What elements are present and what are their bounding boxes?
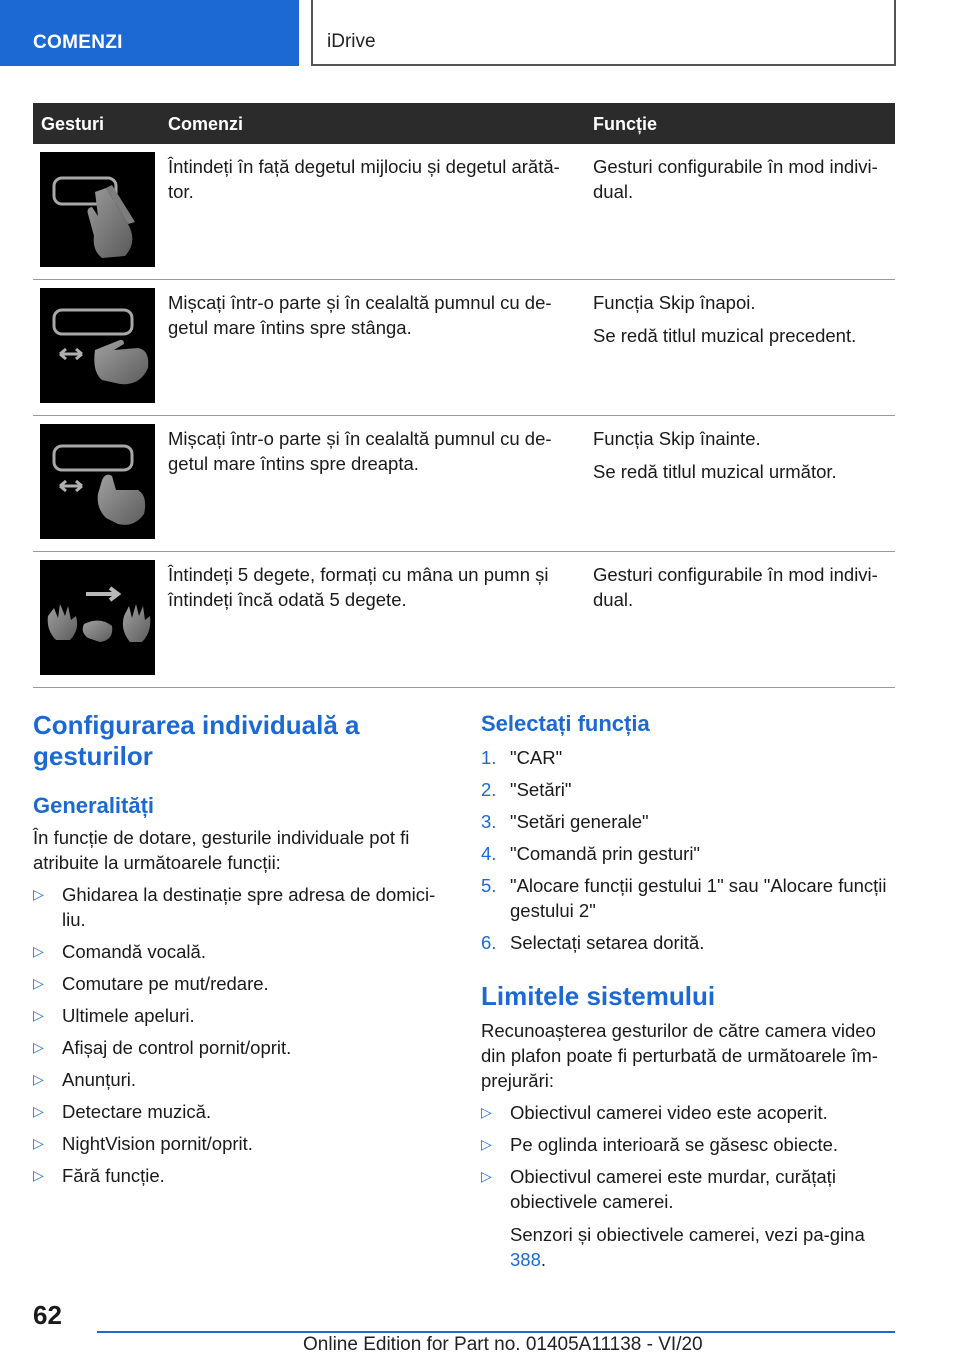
list-item: [33, 1067, 448, 1092]
list-item-text: Obiectivul camerei video este acoperit.: [510, 1102, 828, 1123]
step-item: [481, 809, 895, 834]
chapter-tab: [311, 0, 896, 66]
step-item: [481, 745, 895, 770]
bullet-triangle-icon: ▷: [481, 1168, 492, 1184]
function-text: [593, 290, 893, 348]
command-text: Mișcați într-o parte și în cealaltă pumnul cu de-getul mare întins spre stânga.: [168, 292, 552, 338]
list-item-text: Obiectivul camerei este murdar, curățați obiectivele camerei.: [510, 1166, 836, 1212]
command-text: Întindeți în față degetul mijlociu și degetul arătă-tor.: [168, 156, 560, 202]
step-number: 1.: [481, 747, 497, 768]
list-item-text: Pe oglinda interioară se găsesc obiecte.: [510, 1134, 839, 1155]
note-text: Senzori și obiectivele camerei, vezi pa-gina: [510, 1224, 865, 1245]
list-item-text: Afișaj de control pornit/oprit.: [62, 1037, 292, 1058]
command-text: Mișcați într-o parte și în cealaltă pumnul cu de-getul mare întins spre dreapta.: [168, 428, 552, 474]
column-header-commands: Comenzi: [168, 114, 244, 134]
step-text: "Setări": [510, 779, 572, 800]
list-item: [33, 939, 448, 964]
list-item: [33, 1099, 448, 1124]
table-row: [33, 552, 895, 688]
step-number: 2.: [481, 779, 497, 800]
steps-list: [481, 745, 895, 955]
step-number: 4.: [481, 843, 497, 864]
section-title: COMENZI: [33, 32, 123, 53]
table-row: [33, 416, 895, 552]
thumb-right-swipe-gesture-icon: [40, 424, 155, 539]
step-text: "CAR": [510, 747, 563, 768]
function-line: Gesturi configurabile în mod indivi-dual.: [593, 564, 878, 610]
list-item-text: Comutare pe mut/redare.: [62, 973, 269, 994]
list-item: [33, 1131, 448, 1156]
limits-intro: Recunoașterea gesturilor de către camera video din plafon poate fi perturbată de următoarele îm-prejurări:: [481, 1020, 878, 1091]
bullet-triangle-icon: ▷: [33, 886, 44, 902]
function-line: Se redă titlul muzical următor.: [593, 461, 837, 482]
step-item: [481, 777, 895, 802]
limits-heading: Limitele sistemului: [481, 981, 716, 1011]
step-number: 5.: [481, 875, 497, 896]
bullet-triangle-icon: ▷: [33, 1167, 44, 1183]
table-header: [33, 103, 895, 144]
step-item: [481, 930, 895, 955]
step-text: "Comandă prin gesturi": [510, 843, 701, 864]
thumb-left-swipe-gesture-icon: [40, 288, 155, 403]
subsection-heading: Generalități: [33, 793, 155, 818]
bullet-triangle-icon: ▷: [481, 1104, 492, 1120]
list-item-text: Ghidarea la destinație spre adresa de domici-liu.: [62, 884, 436, 930]
step-number: 6.: [481, 932, 497, 953]
bullet-triangle-icon: ▷: [481, 1136, 492, 1152]
cross-reference-note: [481, 1222, 895, 1272]
chapter-title: iDrive: [327, 31, 376, 52]
function-line: Funcția Skip înapoi.: [593, 292, 756, 313]
step-item: [481, 841, 895, 866]
list-item: [33, 971, 448, 996]
command-text: Întindeți 5 degete, formați cu mâna un pumn și întindeți încă odată 5 degete.: [168, 564, 549, 610]
list-item: [481, 1132, 895, 1157]
bullet-triangle-icon: ▷: [33, 943, 44, 959]
column-header-gestures: Gesturi: [41, 114, 105, 134]
column-header-function: Funcție: [593, 114, 658, 134]
step-text: Selectați setarea dorită.: [510, 932, 705, 953]
function-text: [593, 562, 893, 612]
list-item-text: NightVision pornit/oprit.: [62, 1133, 253, 1154]
bullet-triangle-icon: ▷: [33, 1007, 44, 1023]
list-item-text: Anunțuri.: [62, 1069, 137, 1090]
list-item: [33, 1163, 448, 1188]
function-list: [33, 882, 448, 1188]
edition-footer: Online Edition for Part no. 01405A11138 - VI/20: [303, 1334, 703, 1355]
function-text: [593, 154, 893, 204]
step-number: 3.: [481, 811, 497, 832]
step-text: "Alocare funcții gestului 1" sau "Alocare funcții gestului 2": [510, 875, 887, 921]
right-column: [481, 710, 895, 1272]
page-number: 62: [33, 1300, 62, 1330]
list-item: [33, 1003, 448, 1028]
list-item: [33, 882, 448, 932]
select-function-heading: Selectați funcția: [481, 711, 650, 736]
section-tab: [0, 0, 299, 66]
step-item: [481, 873, 895, 923]
step-text: "Setări generale": [510, 811, 649, 832]
list-item: [481, 1100, 895, 1125]
bullet-triangle-icon: ▷: [33, 975, 44, 991]
list-item: [481, 1164, 895, 1214]
list-item-text: Ultimele apeluri.: [62, 1005, 195, 1026]
list-item-text: Comandă vocală.: [62, 941, 206, 962]
page-reference-link[interactable]: 388: [510, 1249, 541, 1270]
function-line: Gesturi configurabile în mod indivi-dual.: [593, 156, 878, 202]
section-heading: Configurarea individuală a gesturilor: [33, 710, 360, 771]
list-item: [33, 1035, 448, 1060]
footer-divider: [97, 1331, 895, 1333]
table-row: [33, 144, 895, 280]
intro-text: În funcție de dotare, gesturile individuale pot fi atribuite la următoarele funcții:: [33, 827, 410, 873]
bullet-triangle-icon: ▷: [33, 1135, 44, 1151]
limits-list: [481, 1100, 895, 1214]
function-text: [593, 426, 893, 484]
function-line: Funcția Skip înainte.: [593, 428, 761, 449]
two-finger-point-gesture-icon: [40, 152, 155, 267]
note-end: .: [540, 1249, 547, 1270]
bullet-triangle-icon: ▷: [33, 1103, 44, 1119]
fist-open-hand-gesture-icon: [40, 560, 155, 675]
bullet-triangle-icon: ▷: [33, 1071, 44, 1087]
left-column: [33, 710, 448, 1188]
bullet-triangle-icon: ▷: [33, 1039, 44, 1055]
table-row: [33, 280, 895, 416]
gesture-table: [33, 103, 895, 688]
function-line: Se redă titlul muzical precedent.: [593, 325, 857, 346]
list-item-text: Detectare muzică.: [62, 1101, 212, 1122]
list-item-text: Fără funcție.: [62, 1165, 165, 1186]
